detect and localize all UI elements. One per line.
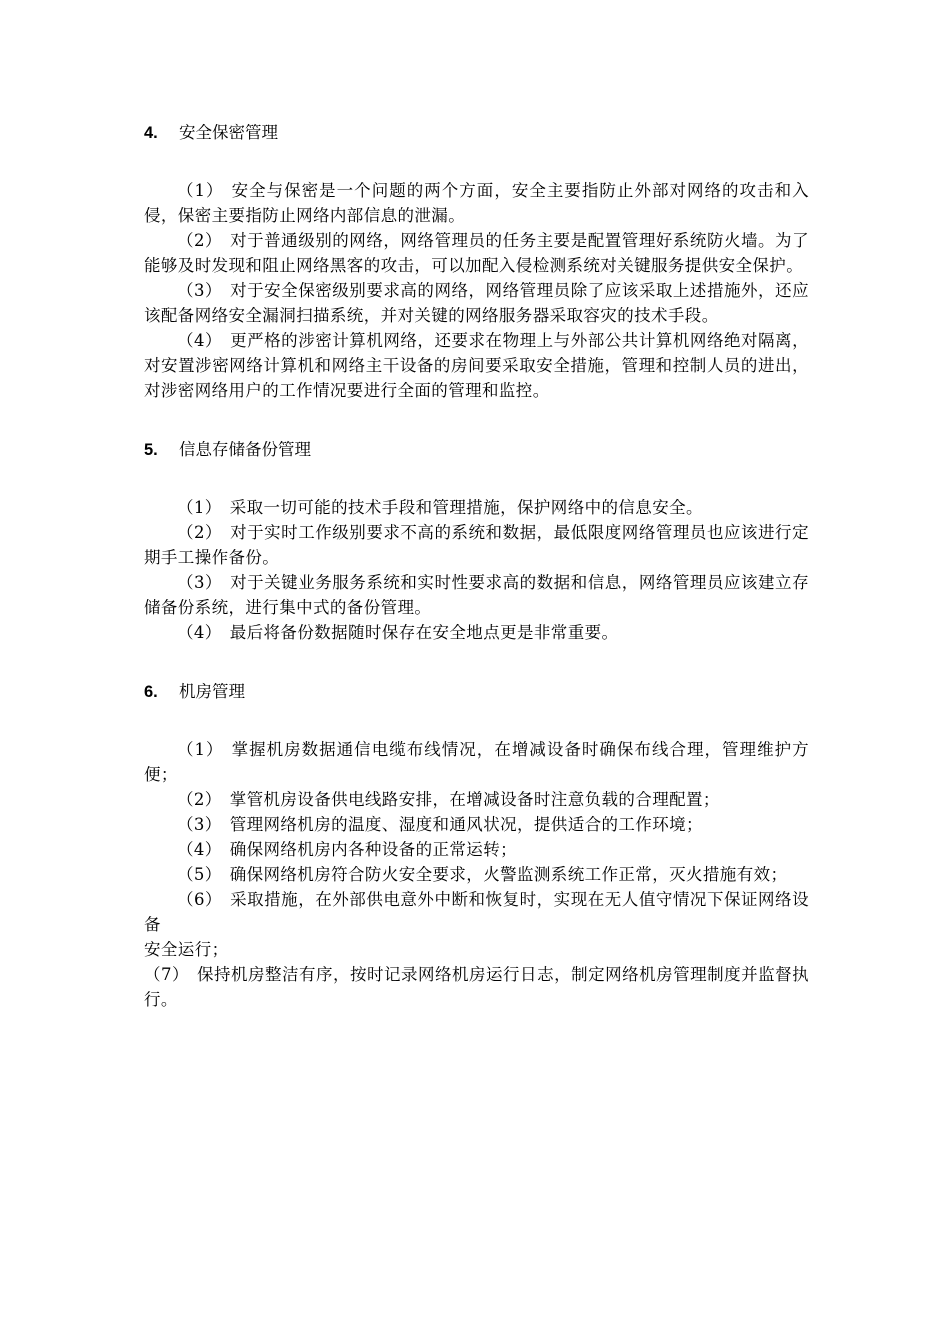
section-gap xyxy=(144,403,809,437)
section-heading xyxy=(144,120,809,145)
section-machine-room xyxy=(144,679,809,1012)
section-title: 信息存储备份管理 xyxy=(179,440,311,459)
section-security xyxy=(144,120,809,437)
item-text: 管理网络机房的温度、湿度和通风状况，提供适合的工作环境； xyxy=(229,815,703,834)
item-text: 对于安全保密级别要求高的网络，网络管理员除了应该采取上述措施外，还应该配备网络安全漏洞扫描系统，并对关键的网络服务器采取容灾的技术手段。 xyxy=(144,281,809,325)
item-label: （3） xyxy=(177,573,223,592)
section-title: 机房管理 xyxy=(179,682,245,701)
list-item xyxy=(144,570,809,620)
item-text: 安全与保密是一个问题的两个方面，安全主要指防止外部对网络的攻击和入侵，保密主要指防止网络内部信息的泄漏。 xyxy=(144,181,810,225)
item-text: 最后将备份数据随时保存在安全地点更是非常重要。 xyxy=(229,623,619,642)
list-item xyxy=(144,228,809,278)
item-label: （1） xyxy=(177,181,224,200)
list-item xyxy=(144,787,809,812)
item-label: （2） xyxy=(177,523,223,542)
section-title: 安全保密管理 xyxy=(179,123,278,142)
item-label: （4） xyxy=(177,840,222,859)
item-text: 采取措施，在外部供电意外中断和恢复时，实现在无人值守情况下保证网络设备 xyxy=(144,890,809,934)
list-item-continuation: 安全运行； xyxy=(144,940,229,959)
list-item xyxy=(144,278,809,328)
item-label: （2） xyxy=(177,231,223,250)
section-number: 4. xyxy=(144,124,158,142)
list-item xyxy=(144,495,809,520)
item-text: 采取一切可能的技术手段和管理措施，保护网络中的信息安全。 xyxy=(229,498,703,517)
list-item xyxy=(144,178,809,228)
item-label: （2） xyxy=(177,790,222,809)
item-label: （1） xyxy=(177,740,224,759)
item-text: 确保网络机房符合防火安全要求，火警监测系统工作正常，灭火措施有效； xyxy=(229,865,788,884)
item-text: 确保网络机房内各种设备的正常运转； xyxy=(229,840,518,859)
list-item xyxy=(144,620,809,645)
section-backup xyxy=(144,437,809,679)
item-text: 对于普通级别的网络，网络管理员的任务主要是配置管理好系统防火墙。为了能够及时发现和阻止网络黑客的攻击，可以加配入侵检测系统对关键服务提供安全保护。 xyxy=(144,231,809,275)
item-label: （5） xyxy=(177,865,222,884)
list-item xyxy=(144,520,809,570)
section-number: 6. xyxy=(144,683,158,701)
item-label: （7） xyxy=(144,965,190,984)
item-text: 对于实时工作级别要求不高的系统和数据，最低限度网络管理员也应该进行定期手工操作备份。 xyxy=(144,523,809,567)
list-item xyxy=(144,328,809,403)
document-body xyxy=(144,120,809,1012)
item-label: （4） xyxy=(177,331,223,350)
list-item xyxy=(144,862,809,887)
item-text: 保持机房整洁有序，按时记录网络机房运行日志，制定网络机房管理制度并监督执行。 xyxy=(144,965,809,1009)
item-text: 掌握机房数据通信电缆布线情况，在增减设备时确保布线合理，管理维护方便； xyxy=(144,740,810,784)
item-label: （4） xyxy=(177,623,222,642)
list-item xyxy=(144,962,809,1012)
item-text: 掌管机房设备供电线路安排，在增减设备时注意负载的合理配置； xyxy=(229,790,720,809)
item-text: 对于关键业务服务系统和实时性要求高的数据和信息，网络管理员应该建立存储备份系统，进行集中式的备份管理。 xyxy=(144,573,809,617)
list-item xyxy=(144,737,809,787)
item-label: （1） xyxy=(177,498,222,517)
item-label: （3） xyxy=(177,281,223,300)
list-item xyxy=(144,837,809,862)
section-heading xyxy=(144,437,809,462)
list-item xyxy=(144,887,809,937)
item-label: （6） xyxy=(177,890,223,909)
section-gap xyxy=(144,645,809,679)
item-text: 更严格的涉密计算机网络，还要求在物理上与外部公共计算机网络绝对隔离，对安置涉密网络计算机和网络主干设备的房间要采取安全措施，管理和控制人员的进出，对涉密网络用户的工作情况要进行全面的管理和监控。 xyxy=(144,331,809,400)
section-number: 5. xyxy=(144,441,158,459)
list-item xyxy=(144,812,809,837)
section-heading xyxy=(144,679,809,704)
item-label: （3） xyxy=(177,815,222,834)
